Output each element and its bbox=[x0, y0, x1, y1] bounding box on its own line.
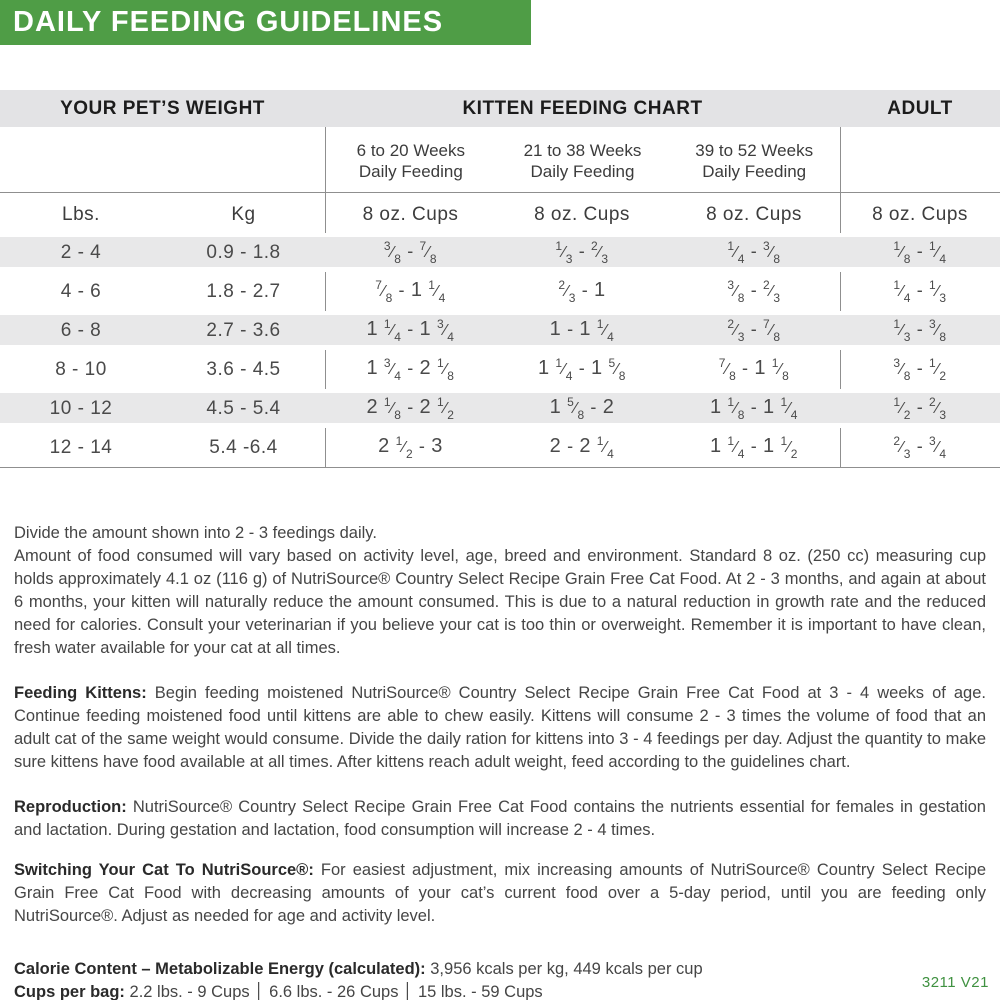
table-row bbox=[0, 311, 1000, 350]
cell-cups: 1 $^1⁄_8 - 1$ $^1⁄_4$ bbox=[710, 395, 798, 422]
cell-lbs: 6 - 8 bbox=[60, 319, 102, 341]
horizontal-rule-bottom bbox=[0, 467, 1000, 468]
unit-header-cups: 8 oz. Cups bbox=[872, 203, 968, 225]
table-row bbox=[0, 272, 1000, 311]
unit-header-kg: Kg bbox=[231, 203, 256, 225]
table-group-header bbox=[0, 90, 1000, 127]
spacer bbox=[14, 928, 986, 958]
week-header-39-52 bbox=[668, 140, 840, 182]
cell-kg: 4.5 - 5.4 bbox=[206, 397, 281, 419]
table-row bbox=[0, 428, 1000, 467]
cell-kg: 5.4 -6.4 bbox=[209, 436, 278, 458]
week-header-row bbox=[325, 140, 840, 182]
feeding-table-rows bbox=[0, 233, 1000, 467]
calorie-text: 3,956 kcals per kg, 449 kcals per cup bbox=[425, 960, 703, 978]
spacer bbox=[14, 774, 986, 796]
calorie-lead: Calorie Content – Metabolizable Energy (calculated): bbox=[14, 960, 426, 978]
group-header-kitten: KITTEN FEEDING CHART bbox=[462, 97, 703, 119]
week-header-line2: Daily Feeding bbox=[358, 162, 463, 181]
unit-header-cups: 8 oz. Cups bbox=[362, 203, 459, 225]
cell-cups: 1 $^5⁄_8 - 2$ bbox=[549, 395, 615, 422]
cell-cups: 1 $^1⁄_4 - 1$ $^3⁄_4$ bbox=[366, 317, 455, 344]
cell-cups: 2 $^1⁄_8 - 2$ $^1⁄_2$ bbox=[366, 395, 455, 422]
cell-cups: 1 $^1⁄_4 - 1$ $^5⁄_8$ bbox=[538, 356, 626, 383]
week-header-21-38 bbox=[497, 140, 669, 182]
cell-kg: 1.8 - 2.7 bbox=[206, 280, 281, 302]
cell-cups: $^1⁄_3$ - $^3⁄_8$ bbox=[893, 317, 947, 344]
week-header-line1: 21 to 38 Weeks bbox=[523, 141, 642, 160]
cell-cups: $^3⁄_8$ - $^7⁄_8$ bbox=[383, 239, 438, 266]
cell-kg: 3.6 - 4.5 bbox=[206, 358, 281, 380]
version-code: 3211 V21 bbox=[921, 974, 989, 991]
cell-lbs: 12 - 14 bbox=[49, 436, 113, 458]
note-text: For easiest adjustment, mix increasing amounts of NutriSource® Country Select Recipe Grain Free Cat Food with decreasing amounts of your cat’s current food over a 5-day period, until you are feeding only NutriSource®. Adjust as needed for age and activity level. bbox=[14, 861, 986, 925]
cell-cups: 1 $^3⁄_4 - 2$ $^1⁄_8$ bbox=[366, 356, 455, 383]
week-header-6-20 bbox=[325, 140, 497, 182]
cups-lead: Cups per bag: bbox=[14, 983, 125, 1000]
spacer bbox=[14, 842, 986, 859]
cell-kg: 2.7 - 3.6 bbox=[206, 319, 281, 341]
note-feeding-kittens bbox=[14, 682, 986, 774]
cell-cups: 1 $^1⁄_4 - 1$ $^1⁄_2$ bbox=[710, 434, 798, 461]
cell-cups: $^2⁄_3$ - $^7⁄_8$ bbox=[727, 317, 781, 344]
note-divide: Divide the amount shown into 2 - 3 feedings daily. bbox=[14, 524, 377, 542]
note-text: Begin feeding moistened NutriSource® Country Select Recipe Grain Free Cat Food at 3 - 4 weeks of age. Continue feeding moistened food until kittens are able to chew easily. Kittens will consume 2 - 3 times the volume of food that an adult cat of the same weight would consume. Divide the daily ration for kittens into 3 - 4 feedings per day. Adjust the quantity to make sure kittens have food available at all times. After kittens reach adult weight, feed according to the guidelines chart. bbox=[14, 684, 986, 771]
spacer bbox=[14, 660, 986, 682]
cell-cups: $^3⁄_8$ - $^2⁄_3$ bbox=[727, 278, 781, 305]
horizontal-rule-top bbox=[0, 192, 1000, 193]
cell-cups: $^1⁄_2$ - $^2⁄_3$ bbox=[893, 395, 947, 422]
week-header-line1: 39 to 52 Weeks bbox=[695, 141, 814, 160]
cups-text: 2.2 lbs. - 9 Cups │ 6.6 lbs. - 26 Cups │ 15 lbs. - 59 Cups bbox=[124, 983, 543, 1000]
cell-cups: $^1⁄_4$ - $^1⁄_3$ bbox=[893, 278, 947, 305]
calorie-content-line bbox=[14, 958, 986, 981]
page-title: DAILY FEEDING GUIDELINES bbox=[13, 6, 444, 38]
note-lead: Feeding Kittens: bbox=[14, 684, 147, 702]
group-header-adult: ADULT bbox=[887, 97, 953, 119]
cell-lbs: 4 - 6 bbox=[60, 280, 102, 302]
cell-cups: $^7⁄_8 - 1$ $^1⁄_4$ bbox=[375, 278, 446, 305]
title-bar bbox=[0, 0, 531, 45]
unit-header-lbs: Lbs. bbox=[62, 203, 100, 225]
unit-header-cups: 8 oz. Cups bbox=[534, 203, 630, 225]
cell-cups: $^3⁄_8$ - $^1⁄_2$ bbox=[893, 356, 947, 383]
cups-per-bag-line bbox=[14, 981, 986, 1000]
unit-header-row bbox=[0, 196, 1000, 233]
note-lead: Switching Your Cat To NutriSource®: bbox=[14, 861, 314, 879]
table-row bbox=[0, 350, 1000, 389]
cell-cups: $^1⁄_3$ - $^2⁄_3$ bbox=[555, 239, 609, 266]
cell-cups: $^1⁄_4$ - $^3⁄_8$ bbox=[727, 239, 781, 266]
note-reproduction bbox=[14, 796, 986, 842]
table-row bbox=[0, 389, 1000, 428]
unit-header-cups: 8 oz. Cups bbox=[706, 203, 802, 225]
cell-cups: $^1⁄_8$ - $^1⁄_4$ bbox=[893, 239, 947, 266]
notes-section bbox=[14, 522, 986, 1000]
week-header-line2: Daily Feeding bbox=[702, 162, 807, 181]
cell-cups: 1 - 1 $^1⁄_4$ bbox=[549, 317, 615, 344]
table-row bbox=[0, 233, 1000, 272]
cell-cups: $^2⁄_3$ - $^3⁄_4$ bbox=[893, 434, 947, 461]
note-lead: Reproduction: bbox=[14, 798, 127, 816]
cell-kg: 0.9 - 1.8 bbox=[206, 241, 281, 263]
cell-lbs: 10 - 12 bbox=[49, 397, 113, 419]
cell-cups: 2 - 2 $^1⁄_4$ bbox=[549, 434, 615, 461]
note-switching bbox=[14, 859, 986, 928]
group-header-weight: YOUR PET’S WEIGHT bbox=[60, 97, 265, 119]
note-amount: Amount of food consumed will vary based on activity level, age, breed and environment. Standard 8 oz. (250 cc) measuring cup holds approximately 4.1 oz (116 g) of NutriSource® Country Select Recipe Grain Free Cat Food. At 2 - 3 months, and again at about 6 months, your kitten will naturally reduce the amount consumed. This is due to a natural reduction in growth rate and the reduced need for calories. Consult your veterinarian if you believe your cat is too thin or overweight. Remember it is important to have clean, fresh water available for your cat at all times. bbox=[14, 547, 986, 657]
cell-cups: $^2⁄_3 - 1$ bbox=[558, 278, 606, 305]
cell-cups: $^7⁄_8 - 1$ $^1⁄_8$ bbox=[718, 356, 790, 383]
week-header-line2: Daily Feeding bbox=[530, 162, 635, 181]
note-text: NutriSource® Country Select Recipe Grain Free Cat Food contains the nutrients essential for females in gestation and lactation. During gestation and lactation, food consumption will increase 2 - 4 times. bbox=[14, 798, 986, 839]
cell-lbs: 2 - 4 bbox=[60, 241, 102, 263]
week-header-line1: 6 to 20 Weeks bbox=[356, 141, 465, 160]
cell-cups: 2 $^1⁄_2 - 3$ bbox=[378, 434, 443, 461]
cell-lbs: 8 - 10 bbox=[55, 358, 107, 380]
